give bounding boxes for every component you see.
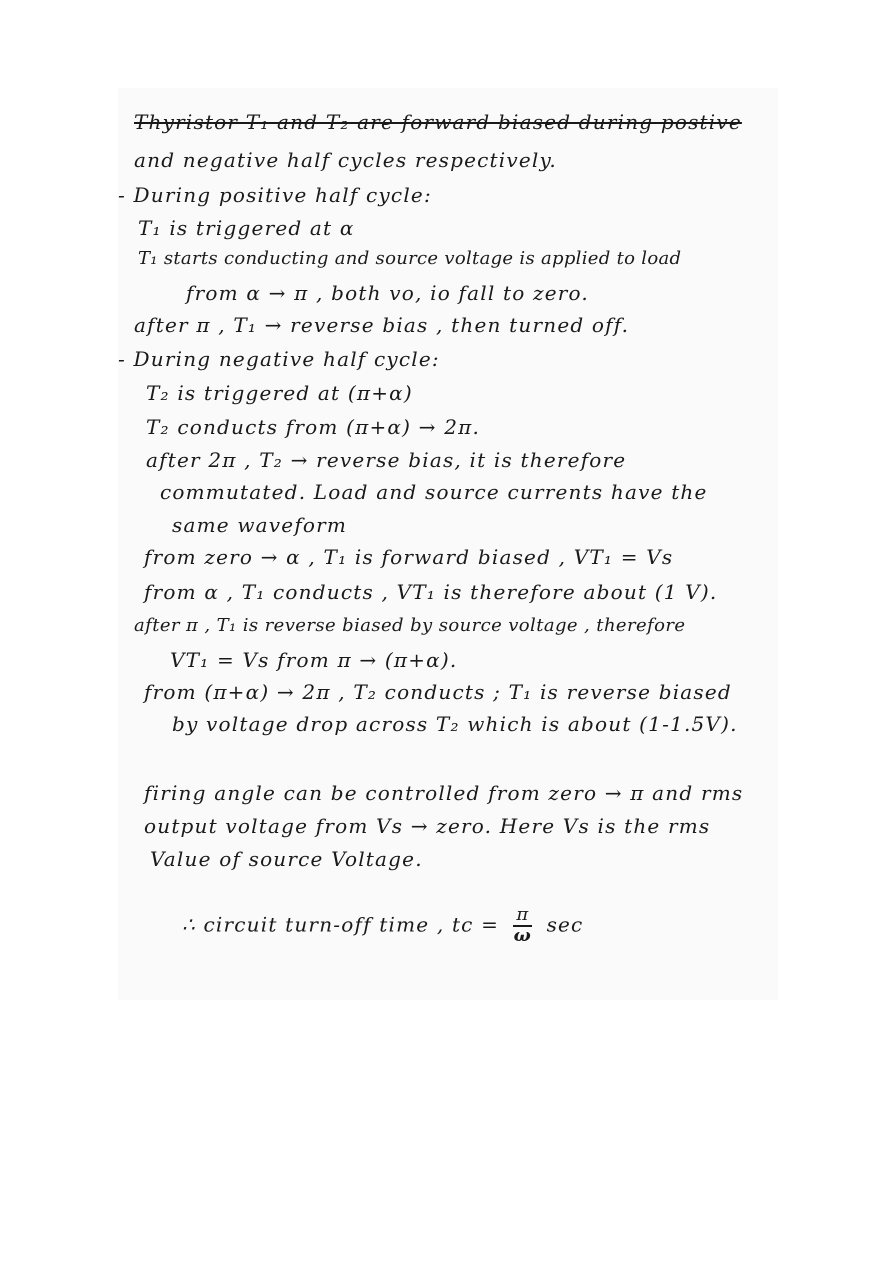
- turn-off-time-formula: [182, 906, 583, 946]
- note-line: T₁ is triggered at α: [138, 216, 355, 240]
- note-line: after π , T₁ → reverse bias , then turned off.: [134, 313, 630, 337]
- note-line: and negative half cycles respectively.: [134, 148, 557, 172]
- note-line: from zero → α , T₁ is forward biased , VT₁ = Vs: [144, 545, 674, 569]
- note-line: from α , T₁ conducts , VT₁ is therefore about (1 V).: [144, 580, 718, 604]
- note-line: output voltage from Vs → zero. Here Vs is the rms: [144, 814, 711, 838]
- struck-line: Thyristor T₁ and T₂ are forward biased during postive: [134, 110, 742, 134]
- note-line: from α → π , both vo, io fall to zero.: [186, 281, 589, 305]
- note-line: by voltage drop across T₂ which is about (1-1.5V).: [172, 712, 738, 736]
- formula-unit: sec: [546, 912, 584, 937]
- section-heading-negative: - During negative half cycle:: [118, 347, 440, 371]
- note-line: from (π+α) → 2π , T₂ conducts ; T₁ is reverse biased: [144, 680, 732, 704]
- note-line: firing angle can be controlled from zero → π and rms: [144, 781, 744, 805]
- note-line: same waveform: [172, 513, 348, 537]
- note-line: T₁ starts conducting and source voltage is applied to load: [138, 248, 682, 269]
- note-line: VT₁ = Vs from π → (π+α).: [170, 648, 458, 672]
- note-line: commutated. Load and source currents have the: [160, 480, 708, 504]
- note-line: after π , T₁ is reverse biased by source voltage , therefore: [134, 615, 686, 636]
- section-heading-positive: - During positive half cycle:: [118, 183, 432, 207]
- note-line: after 2π , T₂ → reverse bias, it is therefore: [146, 448, 627, 472]
- formula-prefix: ∴ circuit turn-off time , tc =: [182, 912, 500, 937]
- formula-denominator: ω: [513, 924, 532, 946]
- note-line: T₂ conducts from (π+α) → 2π.: [146, 415, 481, 439]
- formula-numerator: π: [513, 906, 532, 927]
- note-line: Value of source Voltage.: [150, 847, 423, 871]
- note-line: T₂ is triggered at (π+α): [146, 381, 413, 405]
- formula-fraction: [511, 906, 535, 946]
